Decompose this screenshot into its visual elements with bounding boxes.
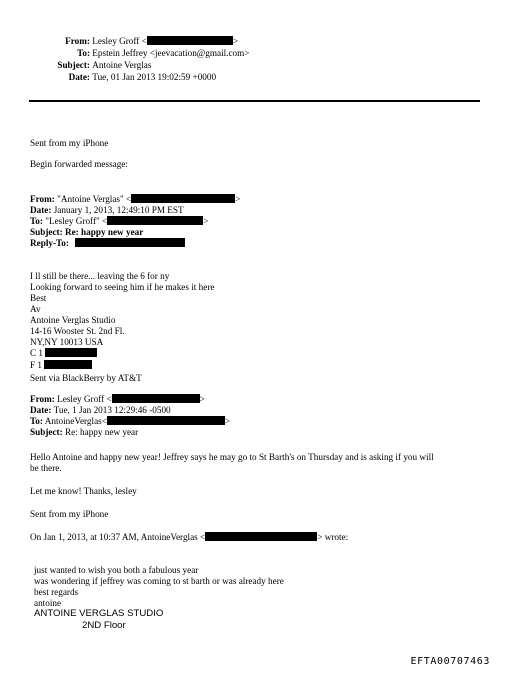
redaction-bar [131,194,235,203]
phone-f-label: F 1 [30,360,43,370]
begin-forwarded-message: Begin forwarded message: [30,159,128,169]
top-from-close: > [232,36,238,46]
redaction-bar [205,532,317,541]
top-subject-label: Subject: [57,60,90,70]
top-from-label: From: [65,36,90,46]
wrote-prefix: On Jan 1, 2013, at 10:37 AM, AntoineVerglas < [30,532,206,542]
fwd2-to-row [30,416,230,427]
fwd1-to-close: > [203,216,209,226]
fwd1-from-row [30,194,240,205]
top-from-value: Lesley Groff < [92,36,147,46]
redaction-bar [147,36,233,45]
fwd1-from-value: "Antoine Verglas" < [57,194,132,204]
fwd2-wrote-line [30,532,348,543]
fwd1-body-line: Antoine Verglas Studio [30,315,116,325]
fwd1-body-line: 14-16 Wooster St. 2nd Fl. [30,326,125,336]
fwd1-body-line: NY,NY 10013 USA [30,337,104,347]
fwd1-date-label: Date: [30,205,52,215]
redaction-bar [107,216,203,225]
fwd2-to-label: To: [30,416,43,426]
wrote-suffix: > wrote: [317,532,349,542]
redaction-bar [112,394,200,403]
fwd1-body-line: Av [30,304,41,314]
quoted-studio-name: ANTOINE VERGLAS STUDIO [34,608,164,619]
sent-from-iphone: Sent from my iPhone [30,138,109,148]
fwd1-subject-value: Re: happy new year [64,227,144,237]
top-date-row [30,72,216,83]
fwd1-body-line: Looking forward to seeing him if he makes it here [30,282,215,292]
fwd2-to-close: > [224,416,231,426]
top-to-value: Epstein Jeffrey <jeevacation@gmail.com> [92,48,250,58]
fwd2-to-value: AntoineVerglas< [44,416,107,426]
fwd1-body-line: Best [30,293,47,303]
top-subject-value: Antoine Verglas [92,60,152,70]
fwd2-body-line: be there. [30,463,62,473]
fwd1-body-line: Sent via BlackBerry by AT&T [30,373,142,383]
fwd2-from-value: Lesley Groff < [57,394,112,404]
fwd2-date-value: Tue, 1 Jan 2013 12:29:46 -0500 [53,405,171,415]
quoted-line: best regards [34,587,79,597]
header-divider [29,100,480,102]
fwd2-body-line: Let me know! Thanks, lesley [30,486,137,496]
fwd2-from-row [30,394,205,405]
quoted-line: antoine [34,598,62,608]
fwd2-date-row [30,405,171,416]
fwd1-replyto-label: Reply-To: [30,238,69,248]
top-to-row [30,48,249,59]
fwd1-from-close: > [235,194,241,204]
fwd1-to-row [30,216,208,227]
top-date-value: Tue, 01 Jan 2013 19:02:59 +0000 [92,72,217,82]
fwd2-body-line: Hello Antoine and happy new year! Jeffrey says he may go to St Barth's on Thursday and is asking if you will [30,452,434,462]
fwd2-subject-value: Re: happy new year [64,427,139,437]
phone-c-label: C 1 [30,348,44,358]
redaction-bar [107,416,225,425]
fwd2-from-label: From: [30,394,55,404]
redaction-bar [45,348,97,357]
fwd2-date-label: Date: [30,405,52,415]
top-to-label: To: [77,48,90,58]
quoted-floor: 2ND Floor [82,620,126,631]
fwd1-date-value: January 1, 2013, 12:49:10 PM EST [53,205,184,215]
fwd2-subject-row [30,427,138,438]
fwd1-replyto-row [30,238,185,249]
redaction-bar [75,238,185,247]
fwd2-body-line: Sent from my iPhone [30,509,109,519]
fwd1-to-label: To: [30,216,43,226]
fwd1-subject-label: Subject: [30,227,63,237]
quoted-line: was wondering if jeffrey was coming to st barth or was already here [34,576,284,586]
fwd1-subject-row [30,227,143,238]
top-from-row [30,36,238,47]
fwd2-subject-label: Subject: [30,427,63,437]
quoted-line: just wanted to wish you both a fabulous year [34,565,199,575]
fwd1-to-value: "Lesley Groff" < [45,216,108,226]
fwd1-phone-c [30,348,97,359]
redaction-bar [44,360,92,369]
fwd1-date-row [30,205,184,216]
fwd1-phone-f [30,360,92,371]
top-subject-row [30,60,151,71]
fwd1-body-line: I ll still be there... leaving the 6 for ny [30,271,170,281]
fwd1-from-label: From: [30,194,55,204]
fwd2-from-close: > [199,394,205,404]
top-date-label: Date: [68,72,90,82]
document-id: EFTA00707463 [410,656,490,667]
